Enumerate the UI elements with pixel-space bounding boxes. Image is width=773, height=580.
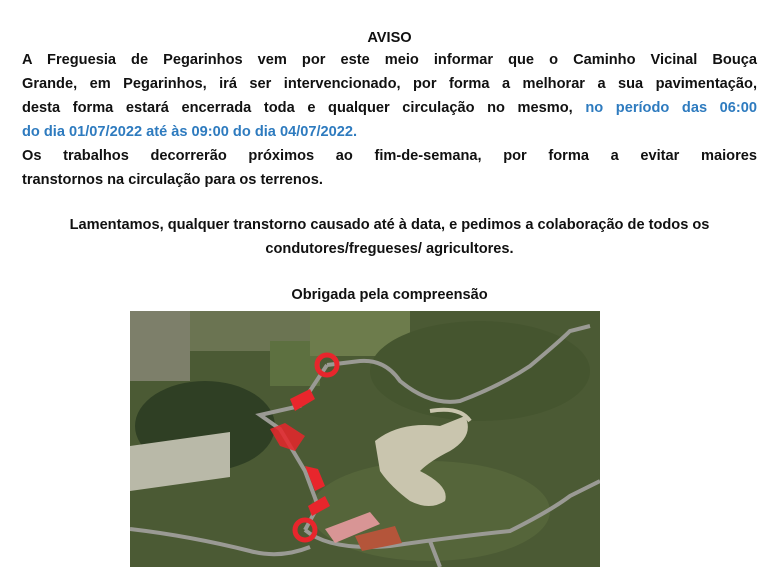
paragraph-line: Os trabalhos decorrerão próximos ao fim-de-semana, por forma a evitar maiores (22, 148, 757, 164)
paragraph-line (22, 98, 757, 118)
satellite-map (130, 311, 600, 567)
paragraph-line: Grande, em Pegarinhos, irá ser intervencionado, por forma a melhorar a sua pavimentação, (22, 76, 757, 92)
notice-title: AVISO (367, 30, 412, 46)
closing-text: Obrigada pela compreensão (291, 287, 488, 303)
paragraph-line: Lamentamos, qualquer transtorno causado até à data, e pedimos a colaboração de todos os (69, 217, 710, 233)
text: desta forma estará encerrada toda e qualquer circulação no mesmo, (22, 100, 586, 116)
highlighted-period: no período das 06:00 (585, 100, 758, 116)
paragraph-line: condutores/fregueses/ agricultores. (265, 241, 514, 257)
paragraph-line: A Freguesia de Pegarinhos vem por este meio informar que o Caminho Vicinal Bouça (22, 52, 757, 68)
paragraph-line: transtornos na circulação para os terrenos. (22, 172, 323, 188)
highlighted-period: do dia 01/07/2022 até às 09:00 do dia 04/07/2022. (22, 124, 358, 140)
